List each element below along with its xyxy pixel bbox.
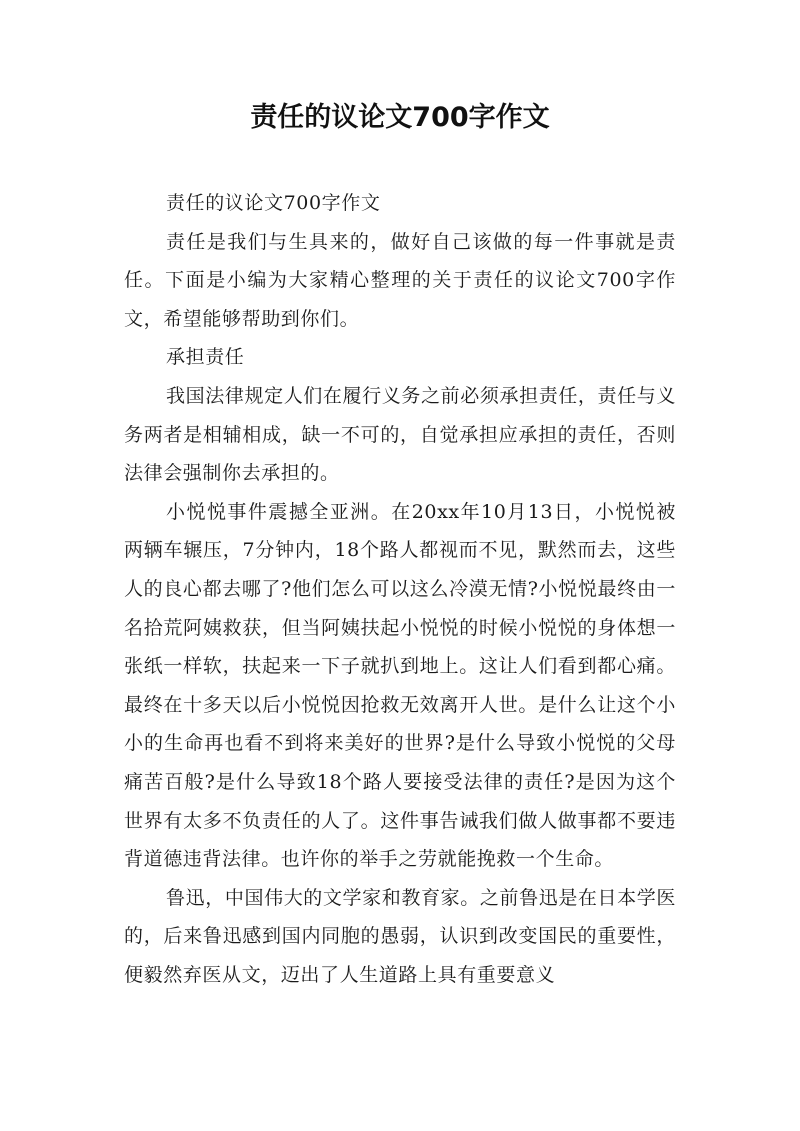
paragraph-xiaoyueyue: 小悦悦事件震撼全亚洲。在20xx年10月13日，小悦悦被两辆车辗压，7分钟内，18个路人都视而不见，默然而去，这些人的良心都去哪了?他们怎么可以这么冷漠无情?小悦悦最终由一名拾荒阿姨救获，但当阿姨扶起小悦悦的时候小悦悦的身体想一张纸一样软，扶起来一下子就扒到地上。这让人们看到都心痛。最终在十多天以后小悦悦因抢救无效离开人世。是什么让这个小小的生命再也看不到将来美好的世界?是什么导致小悦悦的父母痛苦百般?是什么导致18个路人要接受法律的责任?是因为这个世界有太多不负责任的人了。这件事告诫我们做人做事都不要违背道德违背法律。也许你的举手之劳就能挽救一个生命。 xyxy=(124,500,676,871)
paragraph-luxun: 鲁迅，中国伟大的文学家和教育家。之前鲁迅是在日本学医的，后来鲁迅感到国内同胞的愚弱，认识到改变国民的重要性，便毅然弃医从文，迈出了人生道路上具有重要意义 xyxy=(124,886,676,986)
document-body xyxy=(124,184,676,994)
paragraph-section-heading: 承担责任 xyxy=(166,346,245,369)
paragraph-subtitle: 责任的议论文700字作文 xyxy=(166,192,381,214)
paragraph-intro: 责任是我们与生具来的，做好自己该做的每一件事就是责任。下面是小编为大家精心整理的关于责任的议论文700字作文，希望能够帮助到你们。 xyxy=(124,230,676,330)
paragraph-law: 我国法律规定人们在履行义务之前必须承担责任，责任与义务两者是相辅相成，缺一不可的，自觉承担应承担的责任，否则法律会强制你去承担的。 xyxy=(124,384,676,485)
document-title: 责任的议论文700字作文 xyxy=(250,102,550,133)
